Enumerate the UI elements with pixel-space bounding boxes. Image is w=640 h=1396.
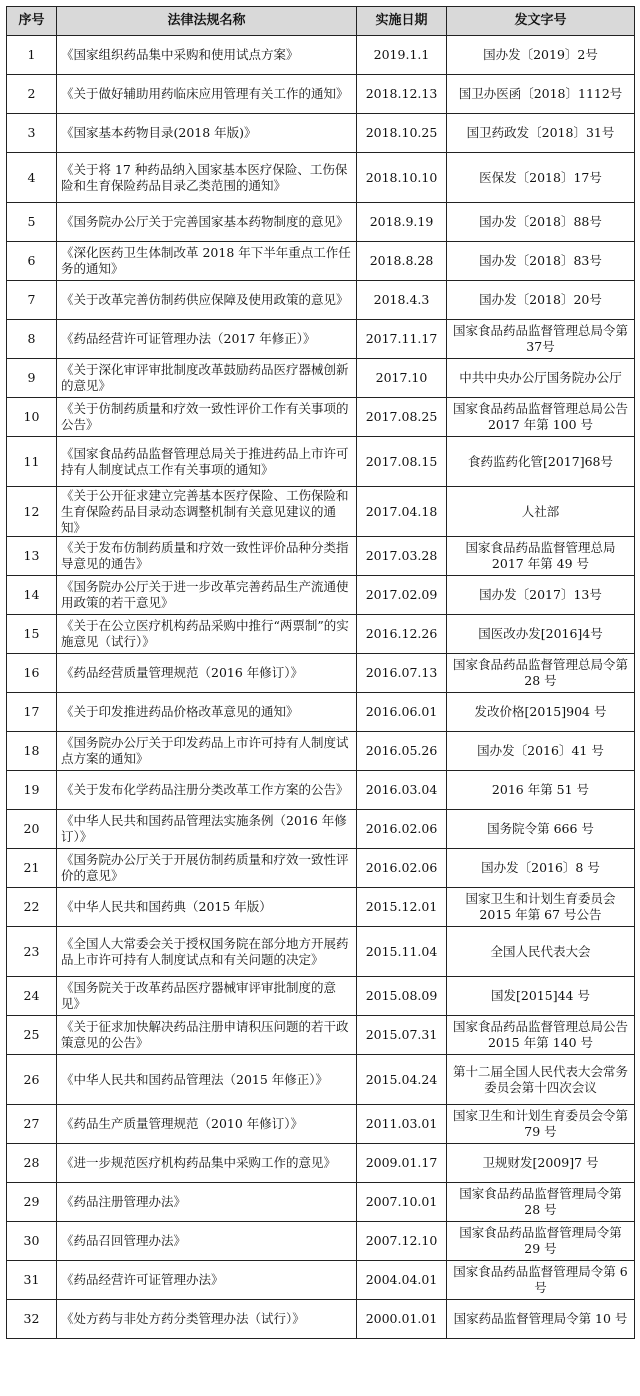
table-row [7, 810, 635, 849]
table-row [7, 398, 635, 437]
regulations-table-container [6, 6, 634, 1339]
cell-name: 《中华人民共和国药品管理法实施条例（2016 年修订）》 [57, 810, 357, 849]
cell-doc: 国卫药政发〔2018〕31号 [447, 114, 635, 153]
cell-doc: 食药监药化管[2017]68号 [447, 437, 635, 487]
cell-date: 2015.04.24 [357, 1055, 447, 1105]
cell-name: 《国务院关于改革药品医疗器械审评审批制度的意见》 [57, 977, 357, 1016]
cell-date: 2007.12.10 [357, 1222, 447, 1261]
table-row [7, 1105, 635, 1144]
cell-index: 1 [7, 36, 57, 75]
cell-date: 2018.10.25 [357, 114, 447, 153]
cell-index: 2 [7, 75, 57, 114]
cell-date: 2016.02.06 [357, 810, 447, 849]
cell-date: 2000.01.01 [357, 1300, 447, 1339]
cell-index: 26 [7, 1055, 57, 1105]
cell-doc: 发改价格[2015]904 号 [447, 693, 635, 732]
cell-index: 12 [7, 487, 57, 537]
cell-doc: 国家食品药品监督管理总局 2017 年第 49 号 [447, 537, 635, 576]
cell-date: 2011.03.01 [357, 1105, 447, 1144]
table-row [7, 537, 635, 576]
cell-index: 31 [7, 1261, 57, 1300]
header-row [7, 7, 635, 36]
cell-index: 17 [7, 693, 57, 732]
cell-doc: 人社部 [447, 487, 635, 537]
cell-date: 2015.08.09 [357, 977, 447, 1016]
cell-index: 15 [7, 615, 57, 654]
cell-name: 《关于做好辅助用药临床应用管理有关工作的通知》 [57, 75, 357, 114]
cell-name: 《全国人大常委会关于授权国务院在部分地方开展药品上市许可持有人制度试点和有关问题的决定》 [57, 927, 357, 977]
cell-date: 2017.10 [357, 359, 447, 398]
cell-date: 2017.03.28 [357, 537, 447, 576]
regulations-table [6, 6, 635, 1339]
table-row [7, 888, 635, 927]
cell-doc: 国医改办发[2016]4号 [447, 615, 635, 654]
table-row [7, 849, 635, 888]
cell-date: 2018.9.19 [357, 203, 447, 242]
table-row [7, 320, 635, 359]
cell-name: 《中华人民共和国药典（2015 年版） [57, 888, 357, 927]
cell-index: 30 [7, 1222, 57, 1261]
cell-date: 2016.07.13 [357, 654, 447, 693]
cell-doc: 卫规财发[2009]7 号 [447, 1144, 635, 1183]
table-row [7, 487, 635, 537]
table-row [7, 1183, 635, 1222]
cell-index: 32 [7, 1300, 57, 1339]
cell-name: 《关于在公立医疗机构药品采购中推行“两票制”的实施意见（试行）》 [57, 615, 357, 654]
cell-date: 2017.11.17 [357, 320, 447, 359]
cell-doc: 国家卫生和计划生育委员会 2015 年第 67 号公告 [447, 888, 635, 927]
cell-doc: 国务院令第 666 号 [447, 810, 635, 849]
cell-name: 《药品生产质量管理规范（2010 年修订）》 [57, 1105, 357, 1144]
cell-doc: 国家食品药品监督管理局令第 6 号 [447, 1261, 635, 1300]
table-row [7, 771, 635, 810]
cell-date: 2018.8.28 [357, 242, 447, 281]
table-row [7, 36, 635, 75]
cell-index: 8 [7, 320, 57, 359]
cell-date: 2009.01.17 [357, 1144, 447, 1183]
cell-index: 25 [7, 1016, 57, 1055]
cell-index: 19 [7, 771, 57, 810]
cell-doc: 国家食品药品监督管理局令第 28 号 [447, 1183, 635, 1222]
cell-doc: 国家食品药品监督管理总局令第37号 [447, 320, 635, 359]
cell-date: 2017.04.18 [357, 487, 447, 537]
cell-name: 《国家基本药物目录(2018 年版)》 [57, 114, 357, 153]
table-row [7, 1222, 635, 1261]
cell-name: 《国家组织药品集中采购和使用试点方案》 [57, 36, 357, 75]
cell-index: 28 [7, 1144, 57, 1183]
cell-date: 2007.10.01 [357, 1183, 447, 1222]
cell-name: 《国务院办公厅关于印发药品上市许可持有人制度试点方案的通知》 [57, 732, 357, 771]
table-row [7, 732, 635, 771]
cell-doc: 国家卫生和计划生育委员会令第 79 号 [447, 1105, 635, 1144]
cell-name: 《处方药与非处方药分类管理办法（试行）》 [57, 1300, 357, 1339]
cell-name: 《药品经营许可证管理办法（2017 年修正）》 [57, 320, 357, 359]
table-row [7, 1144, 635, 1183]
cell-doc: 医保发〔2018〕17号 [447, 153, 635, 203]
table-row [7, 437, 635, 487]
cell-date: 2019.1.1 [357, 36, 447, 75]
table-row [7, 615, 635, 654]
cell-index: 20 [7, 810, 57, 849]
cell-name: 《药品注册管理办法》 [57, 1183, 357, 1222]
table-row [7, 927, 635, 977]
cell-index: 13 [7, 537, 57, 576]
cell-date: 2018.12.13 [357, 75, 447, 114]
cell-doc: 国家食品药品监督管理总局令第 28 号 [447, 654, 635, 693]
cell-doc: 国办发〔2016〕41 号 [447, 732, 635, 771]
cell-date: 2017.08.15 [357, 437, 447, 487]
cell-index: 23 [7, 927, 57, 977]
table-row [7, 1300, 635, 1339]
cell-name: 《国务院办公厅关于开展仿制药质量和疗效一致性评价的意见》 [57, 849, 357, 888]
cell-name: 《药品经营许可证管理办法》 [57, 1261, 357, 1300]
cell-name: 《关于发布仿制药质量和疗效一致性评价品种分类指导意见的通告》 [57, 537, 357, 576]
cell-index: 14 [7, 576, 57, 615]
cell-name: 《深化医药卫生体制改革 2018 年下半年重点工作任务的通知》 [57, 242, 357, 281]
table-row [7, 359, 635, 398]
cell-index: 21 [7, 849, 57, 888]
cell-date: 2004.04.01 [357, 1261, 447, 1300]
table-row [7, 1261, 635, 1300]
cell-index: 27 [7, 1105, 57, 1144]
cell-doc: 全国人民代表大会 [447, 927, 635, 977]
cell-date: 2016.06.01 [357, 693, 447, 732]
cell-doc: 国家药品监督管理局令第 10 号 [447, 1300, 635, 1339]
cell-name: 《关于公开征求建立完善基本医疗保险、工伤保险和生育保险药品目录动态调整机制有关意见建议的通知》 [57, 487, 357, 537]
cell-name: 《进一步规范医疗机构药品集中采购工作的意见》 [57, 1144, 357, 1183]
cell-index: 9 [7, 359, 57, 398]
cell-doc: 国家食品药品监督管理局令第 29 号 [447, 1222, 635, 1261]
cell-date: 2016.05.26 [357, 732, 447, 771]
cell-date: 2017.08.25 [357, 398, 447, 437]
cell-date: 2016.03.04 [357, 771, 447, 810]
cell-name: 《药品经营质量管理规范（2016 年修订）》 [57, 654, 357, 693]
cell-date: 2016.12.26 [357, 615, 447, 654]
cell-name: 《关于印发推进药品价格改革意见的通知》 [57, 693, 357, 732]
cell-doc: 国办发〔2018〕88号 [447, 203, 635, 242]
table-row [7, 242, 635, 281]
cell-name: 《关于征求加快解决药品注册申请积压问题的若干政策意见的公告》 [57, 1016, 357, 1055]
table-row [7, 977, 635, 1016]
cell-doc: 第十二届全国人民代表大会常务委员会第十四次会议 [447, 1055, 635, 1105]
cell-name: 《药品召回管理办法》 [57, 1222, 357, 1261]
cell-index: 22 [7, 888, 57, 927]
table-row [7, 153, 635, 203]
table-header [7, 7, 635, 36]
table-row [7, 654, 635, 693]
cell-name: 《关于发布化学药品注册分类改革工作方案的公告》 [57, 771, 357, 810]
table-row [7, 1055, 635, 1105]
cell-name: 《国务院办公厅关于完善国家基本药物制度的意见》 [57, 203, 357, 242]
cell-doc: 国卫办医函〔2018〕1112号 [447, 75, 635, 114]
cell-index: 24 [7, 977, 57, 1016]
table-row [7, 203, 635, 242]
cell-date: 2016.02.06 [357, 849, 447, 888]
cell-date: 2015.11.04 [357, 927, 447, 977]
table-row [7, 693, 635, 732]
header-index: 序号 [7, 7, 57, 36]
cell-name: 《国务院办公厅关于进一步改革完善药品生产流通使用政策的若干意见》 [57, 576, 357, 615]
cell-name: 《关于改革完善仿制药供应保障及使用政策的意见》 [57, 281, 357, 320]
cell-doc: 国办发〔2018〕20号 [447, 281, 635, 320]
cell-name: 《中华人民共和国药品管理法（2015 年修正）》 [57, 1055, 357, 1105]
table-row [7, 576, 635, 615]
cell-index: 4 [7, 153, 57, 203]
cell-doc: 2016 年第 51 号 [447, 771, 635, 810]
cell-date: 2015.07.31 [357, 1016, 447, 1055]
header-date: 实施日期 [357, 7, 447, 36]
cell-index: 5 [7, 203, 57, 242]
cell-doc: 中共中央办公厅国务院办公厅 [447, 359, 635, 398]
cell-index: 3 [7, 114, 57, 153]
cell-index: 11 [7, 437, 57, 487]
cell-date: 2018.4.3 [357, 281, 447, 320]
cell-doc: 国发[2015]44 号 [447, 977, 635, 1016]
cell-doc: 国办发〔2017〕13号 [447, 576, 635, 615]
cell-index: 10 [7, 398, 57, 437]
table-row [7, 281, 635, 320]
cell-index: 7 [7, 281, 57, 320]
cell-index: 6 [7, 242, 57, 281]
cell-date: 2018.10.10 [357, 153, 447, 203]
header-doc: 发文字号 [447, 7, 635, 36]
cell-date: 2017.02.09 [357, 576, 447, 615]
cell-name: 《国家食品药品监督管理总局关于推进药品上市许可持有人制度试点工作有关事项的通知》 [57, 437, 357, 487]
cell-name: 《关于仿制药质量和疗效一致性评价工作有关事项的公告》 [57, 398, 357, 437]
cell-date: 2015.12.01 [357, 888, 447, 927]
cell-doc: 国家食品药品监督管理总局公告 2017 年第 100 号 [447, 398, 635, 437]
cell-name: 《关于将 17 种药品纳入国家基本医疗保险、工伤保险和生育保险药品目录乙类范围的通知》 [57, 153, 357, 203]
cell-index: 18 [7, 732, 57, 771]
cell-doc: 国办发〔2019〕2号 [447, 36, 635, 75]
cell-doc: 国家食品药品监督管理总局公告 2015 年第 140 号 [447, 1016, 635, 1055]
table-row [7, 1016, 635, 1055]
table-row [7, 75, 635, 114]
cell-name: 《关于深化审评审批制度改革鼓励药品医疗器械创新的意见》 [57, 359, 357, 398]
header-name: 法律法规名称 [57, 7, 357, 36]
table-body [7, 36, 635, 1339]
table-row [7, 114, 635, 153]
cell-doc: 国办发〔2016〕8 号 [447, 849, 635, 888]
cell-index: 16 [7, 654, 57, 693]
cell-doc: 国办发〔2018〕83号 [447, 242, 635, 281]
cell-index: 29 [7, 1183, 57, 1222]
